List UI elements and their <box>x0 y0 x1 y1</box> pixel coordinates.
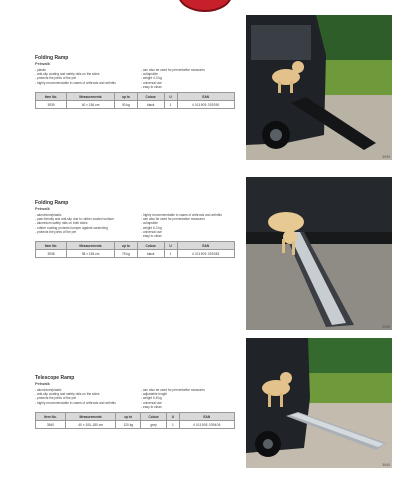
spec-cell: 38 × 155 cm <box>66 250 114 258</box>
spec-table-header-row <box>36 242 235 250</box>
spec-table-header-row <box>36 413 235 421</box>
feature-item: - universal use <box>141 401 241 405</box>
feature-item: - plastic <box>35 68 135 72</box>
spec-header-cell: up to <box>116 413 141 421</box>
spec-cell-ean: 4 011905 039406 <box>179 421 234 429</box>
feature-column-left <box>35 68 135 89</box>
feature-item: - anti-slip coating and safety rails on the sides <box>35 72 135 76</box>
photo-caption: 3939 <box>382 155 390 159</box>
feature-item: - easy to clean <box>141 405 241 409</box>
spec-table <box>35 412 235 429</box>
feature-column-right <box>141 213 241 238</box>
spec-header-cell: EAN <box>179 413 234 421</box>
spec-cell: 1 <box>164 101 177 109</box>
feature-item: - weight 5.8 kg <box>141 396 241 400</box>
product-title: Telescope Ramp <box>35 375 75 381</box>
feature-item: - can also be used for preventative measures <box>141 217 241 221</box>
feature-column-left <box>35 388 135 409</box>
photo-illustration <box>246 15 392 160</box>
feature-item: - highly recommendable in cases of arthrosis and arthritis <box>141 213 241 217</box>
spec-cell-ean: 4 011905 039390 <box>177 101 235 109</box>
feature-item: - weight 4.3 kg <box>141 76 241 80</box>
product-photo-3940 <box>246 338 392 468</box>
spec-cell: black <box>137 101 164 109</box>
spec-cell: 1 <box>167 421 179 429</box>
product-title: Folding Ramp <box>35 200 69 206</box>
spec-header-cell: U <box>164 93 177 101</box>
spec-header-cell: U <box>164 242 177 250</box>
spec-table <box>35 241 235 258</box>
product-photo-3938 <box>246 177 392 330</box>
spec-header-cell: Measurements <box>65 413 116 421</box>
spec-table <box>35 92 235 109</box>
feature-item: - aluminium/plastic <box>35 213 135 217</box>
spec-cell: 1 <box>164 250 177 258</box>
photo-illustration <box>246 177 392 330</box>
product-section-folding-ramp-aluminium <box>35 200 245 258</box>
spec-header-cell: Item No. <box>36 242 67 250</box>
feature-item: - collapsible <box>141 72 241 76</box>
spec-cell: grey <box>141 421 167 429</box>
spec-table-row <box>36 101 235 109</box>
spec-header-cell: Measurements <box>66 242 114 250</box>
spec-header-cell: up to <box>115 242 138 250</box>
spec-cell: 75 kg <box>115 250 138 258</box>
spec-header-cell: EAN <box>177 93 235 101</box>
feature-item: - protects the joints of the pet <box>35 76 135 80</box>
feature-item: - can also be used for preventative measures <box>141 388 241 392</box>
spec-cell: 120 kg <box>116 421 141 429</box>
spec-header-cell: Colour <box>137 93 164 101</box>
spec-cell: black <box>137 250 164 258</box>
product-photo-3939 <box>246 15 392 160</box>
feature-item: - can also be used for preventative measures <box>141 68 241 72</box>
feature-item: - easy to clean <box>141 85 241 89</box>
feature-item: - aluminium safety rails on both sides <box>35 221 135 225</box>
spec-header-cell: Item No. <box>36 413 66 421</box>
spec-header-cell: Measurements <box>66 93 114 101</box>
photo-caption: 3938 <box>382 325 390 329</box>
feature-item: - adjustable length <box>141 392 241 396</box>
photo-illustration <box>246 338 392 468</box>
spec-cell: 40 × 100–180 cm <box>65 421 116 429</box>
product-brand: Petwalk <box>35 381 50 386</box>
spec-cell: 90 kg <box>115 101 138 109</box>
feature-item: - aluminium/plastic <box>35 388 135 392</box>
spec-cell: 3938 <box>36 250 67 258</box>
feature-list <box>35 388 245 409</box>
spec-table-row <box>36 250 235 258</box>
feature-item: - rubber coating protects bumper against scratching <box>35 226 135 230</box>
spec-cell: 40 × 156 cm <box>66 101 114 109</box>
product-brand: Petwalk <box>35 206 50 211</box>
spec-table-row <box>36 421 235 429</box>
product-title: Folding Ramp <box>35 55 69 61</box>
feature-item: - highly recommendable in cases of arthrosis and arthritis <box>35 401 135 405</box>
spec-header-cell: up to <box>115 93 138 101</box>
brand-logo <box>178 0 232 12</box>
product-section-telescope-ramp <box>35 375 245 429</box>
spec-header-cell: U <box>167 413 179 421</box>
feature-item: - protects the joints of the pet <box>35 230 135 234</box>
feature-item: - weight 6.3 kg <box>141 226 241 230</box>
feature-list <box>35 213 245 238</box>
spec-header-cell: EAN <box>177 242 235 250</box>
feature-item: - universal use <box>141 81 241 85</box>
feature-item: - collapsible <box>141 221 241 225</box>
feature-column-left <box>35 213 135 238</box>
feature-column-right <box>141 388 241 409</box>
spec-cell-ean: 4 011905 039383 <box>177 250 235 258</box>
feature-item: - paw friendly and anti-slip due to rubber-coated surface <box>35 217 135 221</box>
product-section-folding-ramp-plastic <box>35 55 245 109</box>
feature-item: - anti-slip coating and safety rails on the sides <box>35 392 135 396</box>
spec-cell: 3940 <box>36 421 66 429</box>
feature-item: - protects the joints of the pet <box>35 396 135 400</box>
photo-caption: 3940 <box>382 463 390 467</box>
spec-table-header-row <box>36 93 235 101</box>
spec-header-cell: Colour <box>141 413 167 421</box>
spec-cell: 3939 <box>36 101 67 109</box>
feature-column-right <box>141 68 241 89</box>
feature-item: - universal use <box>141 230 241 234</box>
feature-item: - highly recommendable in cases of arthrosis and arthritis <box>35 81 135 85</box>
product-brand: Petwalk <box>35 61 50 66</box>
feature-item: - easy to clean <box>141 234 241 238</box>
feature-list <box>35 68 245 89</box>
spec-header-cell: Item No. <box>36 93 67 101</box>
spec-header-cell: Colour <box>137 242 164 250</box>
